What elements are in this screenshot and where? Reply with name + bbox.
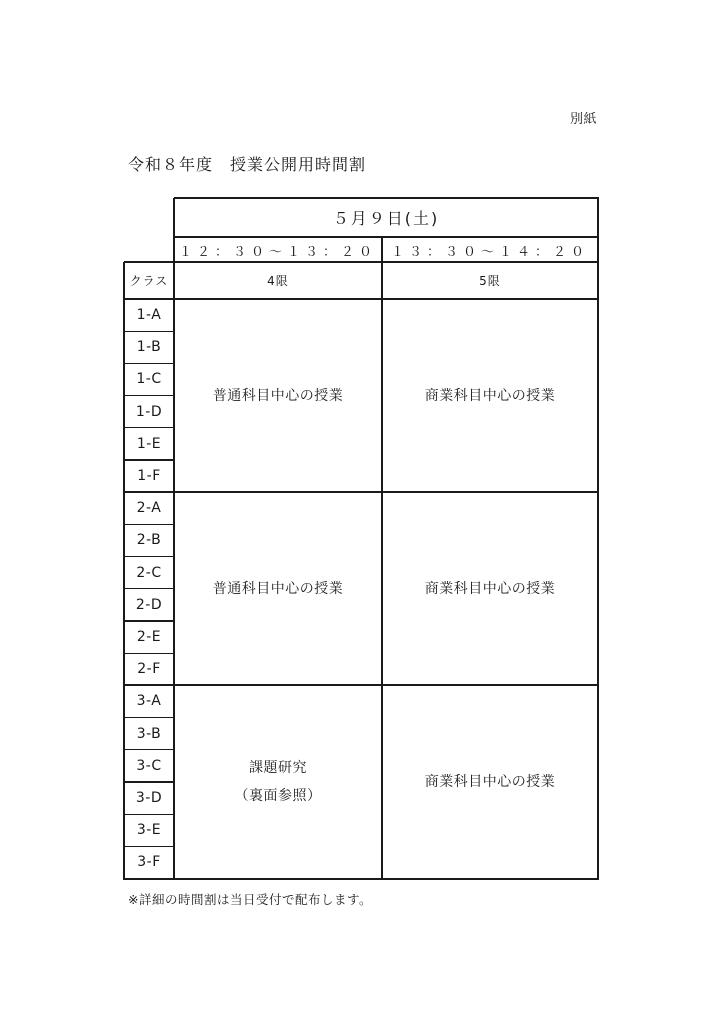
subject-line: （裏面参照） (234, 787, 322, 804)
grid-line (124, 395, 174, 396)
period-5-time: １３：３０～１４：２０ (390, 244, 589, 260)
subject-line: 商業科目中心の授業 (424, 387, 556, 404)
period-5-subject (382, 299, 598, 492)
class-label: 1-A (136, 307, 162, 324)
class-label: 2-F (137, 661, 161, 678)
period-4-time: １２：３０～１３：２０ (178, 244, 377, 260)
grid-line (124, 427, 174, 428)
class-label: 2-D (135, 596, 163, 613)
grid-line (381, 237, 382, 879)
grid-line (124, 459, 174, 460)
grid-line (173, 198, 175, 879)
grid-line (124, 363, 174, 364)
subject-line: 普通科目中心の授業 (212, 580, 344, 597)
date-header: ５月９日(土) (332, 208, 440, 228)
grid-line (124, 781, 174, 782)
class-label: 1-C (136, 371, 162, 388)
period-4-subject (174, 492, 382, 685)
period-5-subject (382, 685, 598, 878)
class-label: 2-C (136, 564, 162, 581)
subject-line: 商業科目中心の授業 (424, 773, 556, 790)
page-title: 令和８年度 授業公開用時間割 (128, 155, 367, 174)
class-label: 3-A (136, 693, 162, 710)
grid-line (124, 846, 174, 847)
period-4-header: 4限 (267, 273, 289, 288)
class-label: 3-D (135, 790, 163, 807)
class-label: 1-E (136, 435, 162, 452)
class-label: 3-C (136, 757, 162, 774)
grid-line (124, 331, 174, 332)
grid-line (124, 556, 174, 557)
period-4-subject (174, 685, 382, 878)
class-label: 2-A (136, 500, 162, 517)
grid-line (174, 197, 599, 199)
grid-line (597, 198, 599, 880)
class-label: 1-B (136, 339, 162, 356)
class-column-header: クラス (129, 273, 169, 288)
class-label: 1-D (135, 403, 163, 420)
period-5-header: 5限 (479, 273, 501, 288)
footnote: ※詳細の時間割は当日受付で配布します。 (128, 892, 372, 907)
grid-line (124, 524, 174, 525)
class-label: 3-F (137, 854, 161, 871)
grid-line (124, 491, 599, 493)
grid-line (174, 236, 599, 238)
grid-line (124, 588, 174, 589)
grid-line (124, 684, 599, 686)
grid-line (124, 298, 599, 300)
grid-line (124, 717, 174, 718)
grid-line (124, 878, 599, 880)
class-label: 3-E (136, 822, 162, 839)
attachment-label: 別紙 (570, 112, 598, 127)
grid-line (124, 620, 174, 621)
subject-line: 課題研究 (249, 759, 307, 776)
period-4-subject (174, 299, 382, 492)
grid-line (124, 653, 174, 654)
grid-line (124, 814, 174, 815)
class-label: 2-B (136, 532, 162, 549)
class-label: 1-F (137, 468, 161, 485)
grid-line (124, 261, 599, 262)
grid-line (123, 262, 125, 880)
period-5-subject (382, 492, 598, 685)
subject-line: 商業科目中心の授業 (424, 580, 556, 597)
class-label: 2-E (136, 629, 162, 646)
class-label: 3-B (136, 725, 162, 742)
subject-line: 普通科目中心の授業 (212, 387, 344, 404)
grid-line (124, 749, 174, 750)
